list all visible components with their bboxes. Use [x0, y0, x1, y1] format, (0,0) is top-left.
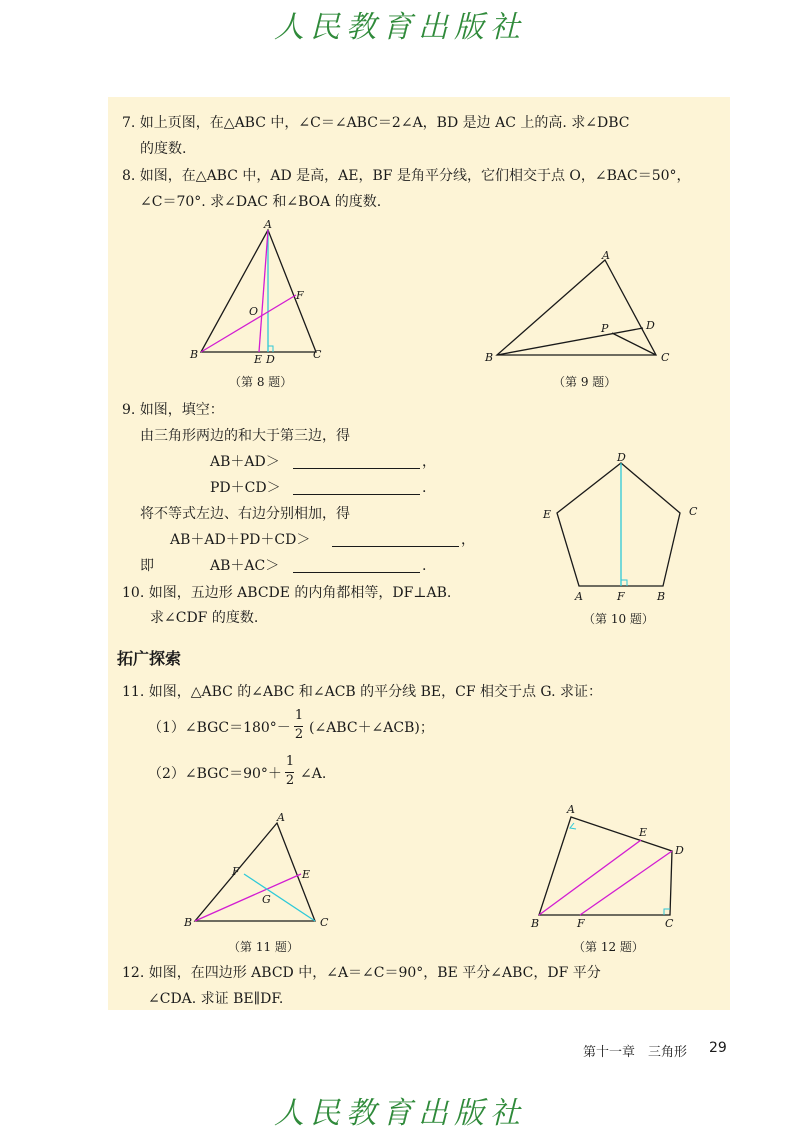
problem-10-line1: 10. 如图，五边形 ABCDE 的内角都相等，DF⊥AB. [122, 585, 452, 601]
fig10-label-D: D [617, 451, 626, 464]
problem-7-line1: 7. 如上页图，在△ABC 中，∠C＝∠ABC＝2∠A，BD 是边 AC 上的高. 求∠DBC [122, 115, 630, 131]
problem-12-line1: 12. 如图，在四边形 ABCD 中，∠A＝∠C＝90°，BE 平分∠ABC，DF 平分 [122, 965, 601, 981]
fig11-label-A: A [277, 811, 285, 824]
fig11-bisector-CF [244, 874, 315, 921]
fig10-label-A: A [575, 590, 583, 603]
fig12-label-F: F [577, 917, 585, 930]
fig8-label-B: B [190, 348, 199, 361]
fig11-label-G: G [262, 893, 271, 906]
problem-11-part2-suffix: ∠A. [300, 766, 327, 782]
fig9-label-B: B [485, 351, 494, 364]
fig9-label-P: P [601, 322, 609, 335]
footer-page-number: 29 [709, 1040, 727, 1056]
fraction-denominator-1: 2 [294, 727, 304, 742]
problem-9-comma3: ， [461, 532, 475, 548]
fig11-label-F: F [232, 865, 240, 878]
fig8-label-D: D [266, 353, 275, 366]
fig11-bisector-BE [195, 874, 301, 921]
figure-9-caption: （第 9 题） [553, 375, 617, 389]
problem-11-part1-suffix: (∠ABC＋∠ACB)； [309, 720, 434, 736]
fig11-label-B: B [184, 916, 193, 929]
fig8-label-C: C [313, 348, 322, 361]
fig11-label-E: E [302, 868, 311, 881]
problem-8-line1: 8. 如图，在△ABC 中，AD 是高，AE，BF 是角平分线，它们相交于点 O，∠BAC＝50°， [122, 168, 691, 184]
fig10-label-C: C [689, 505, 698, 518]
fraction-numerator-2: 1 [285, 754, 295, 769]
fig12-bisector-DF [580, 851, 672, 915]
blank-4[interactable] [293, 572, 420, 573]
fig9-segment-BD [497, 328, 643, 355]
problem-9-ji: 即 [140, 558, 154, 574]
figure-10-caption: （第 10 题） [583, 612, 654, 626]
problem-9-ineq1: AB＋AD＞ [210, 454, 280, 470]
problem-8-line2: ∠C＝70°. 求∠DAC 和∠BOA 的度数. [140, 194, 382, 210]
problem-9-period4: . [422, 558, 427, 574]
fig12-bisector-BE [539, 840, 641, 915]
figure-12-caption: （第 12 题） [573, 940, 644, 954]
figure-8-caption: （第 8 题） [229, 375, 293, 389]
problem-11-part1-prefix: （1）∠BGC＝180°－ [148, 720, 291, 736]
problem-9-comma1: ， [422, 454, 436, 470]
fig10-label-E: E [543, 508, 552, 521]
fig8-bisector-BF [201, 295, 296, 352]
problem-9-ineq3: AB＋AD＋PD＋CD＞ [170, 532, 311, 548]
blank-1[interactable] [293, 468, 420, 469]
fraction-denominator-2: 2 [285, 773, 295, 788]
fig10-label-B: B [657, 590, 666, 603]
fig12-label-B: B [531, 917, 540, 930]
fig12-label-A: A [567, 803, 575, 816]
fig11-triangle [195, 823, 315, 921]
problem-10-line2: 求∠CDF 的度数. [150, 610, 259, 626]
fig10-pentagon [557, 463, 680, 586]
fig8-label-F: F [296, 289, 304, 302]
fig12-label-D: D [675, 844, 684, 857]
fig8-label-O: O [249, 305, 259, 318]
publisher-logo-top: 人民教育出版社 [274, 10, 526, 45]
figure-11-caption: （第 11 题） [228, 940, 299, 954]
fig12-right-angle-A [570, 823, 576, 829]
problem-9-ineq4: AB＋AC＞ [210, 558, 280, 574]
fig11-label-C: C [320, 916, 329, 929]
problem-9-period: . [422, 480, 427, 496]
fig8-right-angle-mark [268, 346, 273, 352]
problem-9-line1: 由三角形两边的和大于第三边，得 [140, 428, 350, 444]
problem-9-line2: 将不等式左边、右边分别相加，得 [140, 506, 350, 522]
figure-10 [535, 448, 710, 608]
problem-7-line2: 的度数. [140, 141, 187, 157]
fig9-label-A: A [602, 249, 610, 262]
fraction-numerator-1: 1 [294, 708, 304, 723]
problem-9-intro: 9. 如图，填空： [122, 402, 224, 418]
fig9-label-C: C [661, 351, 670, 364]
fig8-bisector-AE [259, 230, 268, 352]
fig8-label-E: E [254, 353, 263, 366]
figure-12 [525, 798, 695, 933]
fig12-label-C: C [665, 917, 674, 930]
problem-11-part2-prefix: （2）∠BGC＝90°＋ [148, 766, 282, 782]
fig8-label-A: A [264, 218, 272, 231]
publisher-logo-bottom: 人民教育出版社 [274, 1096, 526, 1131]
figure-11 [180, 808, 340, 933]
problem-11-line1: 11. 如图，△ABC 的∠ABC 和∠ACB 的平分线 BE，CF 相交于点 G. 求证： [122, 684, 603, 700]
blank-2[interactable] [293, 494, 420, 495]
fig12-right-angle-C [664, 909, 670, 915]
blank-3[interactable] [332, 546, 459, 547]
fig12-label-E: E [639, 826, 648, 839]
figure-8 [185, 218, 335, 368]
problem-12-line2: ∠CDA. 求证 BE∥DF. [148, 991, 284, 1007]
fig10-label-F: F [617, 590, 625, 603]
fig9-label-D: D [646, 319, 655, 332]
footer-chapter: 第十一章 三角形 [583, 1045, 688, 1060]
fig10-right-angle-mark [621, 580, 627, 586]
problem-9-ineq2: PD＋CD＞ [210, 480, 281, 496]
section-title-extension: 拓广探索 [117, 649, 182, 668]
figure-9 [480, 248, 680, 370]
